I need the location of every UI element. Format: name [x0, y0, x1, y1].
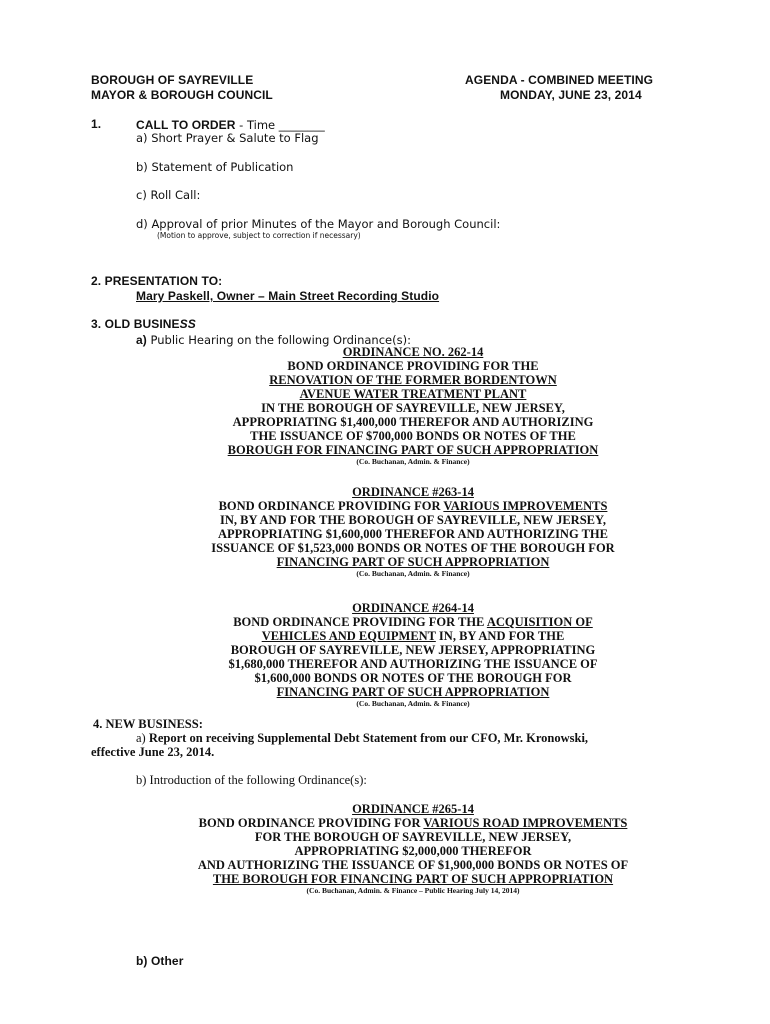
ordinance-264-line5: $1,600,000 BONDS OR NOTES OF THE BOROUGH FOR	[254, 671, 572, 685]
ordinance-262-title: ORDINANCE NO. 262-14	[342, 345, 484, 359]
report-effective: effective June 23, 2014.	[91, 745, 215, 759]
presentation-title: 2. PRESENTATION TO:	[91, 274, 223, 288]
report-label: a)	[136, 731, 149, 745]
ordinance-265-title: ORDINANCE #265-14	[352, 802, 474, 816]
ordinance-262	[85, 345, 741, 466]
item-minutes: d) Approval of prior Minutes of the Mayor and Borough Council:	[136, 217, 501, 231]
ordinance-263-line2: IN, BY AND FOR THE BOROUGH OF SAYREVILLE, NEW JERSEY,	[220, 513, 606, 527]
ordinance-265-line1	[85, 816, 741, 830]
other-item: b) Other	[136, 954, 184, 968]
introduction-line: b) Introduction of the following Ordinance(s):	[136, 773, 367, 787]
ordinance-264-line1-subject: ACQUISITION OF	[486, 615, 593, 629]
public-hearing-label: a)	[136, 333, 147, 347]
ordinance-263	[85, 485, 741, 578]
ordinance-262-line3: AVENUE WATER TREATMENT PLANT	[299, 387, 527, 401]
ordinance-263-line1	[85, 499, 741, 513]
ordinance-263-line1-subject: VARIOUS IMPROVEMENTS	[443, 499, 608, 513]
ordinance-264-line2	[85, 629, 741, 643]
ordinance-262-line1: BOND ORDINANCE PROVIDING FOR THE	[287, 359, 539, 373]
old-business-title-main: 3. OLD BUSINE	[91, 317, 180, 331]
old-business-title	[91, 317, 196, 331]
meeting-date: MONDAY, JUNE 23, 2014	[500, 88, 642, 102]
ordinance-264-line2-subject: VEHICLES AND EQUIPMENT	[261, 629, 436, 643]
ordinance-264-line6: FINANCING PART OF SUCH APPROPRIATION	[276, 685, 550, 699]
ordinance-263-sponsor: (Co. Buchanan, Admin. & Finance)	[356, 569, 470, 578]
public-hearing-text: Public Hearing on the following Ordinance(s):	[146, 333, 411, 347]
call-to-order-time: - Time ________	[235, 118, 325, 132]
item-prayer: a) Short Prayer & Salute to Flag	[136, 131, 319, 145]
report-line	[136, 731, 588, 746]
ordinance-262-line6: THE ISSUANCE OF $700,000 BONDS OR NOTES OF THE	[250, 429, 576, 443]
ordinance-265-sponsor: (Co. Buchanan, Admin. & Finance – Public Hearing July 14, 2014)	[306, 886, 520, 895]
minutes-note: (Motion to approve, subject to correction if necessary)	[157, 231, 361, 240]
ordinance-265-line1-subject: VARIOUS ROAD IMPROVEMENTS	[423, 816, 628, 830]
ordinance-263-title: ORDINANCE #263-14	[352, 485, 474, 499]
ordinance-262-line2: RENOVATION OF THE FORMER BORDENTOWN	[269, 373, 557, 387]
ordinance-264-line4: $1,680,000 THEREFOR AND AUTHORIZING THE ISSUANCE OF	[228, 657, 598, 671]
borough-name: BOROUGH OF SAYREVILLE	[91, 73, 254, 87]
ordinance-264-sponsor: (Co. Buchanan, Admin. & Finance)	[356, 699, 470, 708]
ordinance-265-line4: AND AUTHORIZING THE ISSUANCE OF $1,900,000 BONDS OR NOTES OF	[197, 858, 629, 872]
ordinance-265-line3: APPROPRIATING $2,000,000 THEREFOR	[294, 844, 532, 858]
ordinance-262-line7: BOROUGH FOR FINANCING PART OF SUCH APPROPRIATION	[227, 443, 599, 457]
ordinance-262-line5: APPROPRIATING $1,400,000 THEREFOR AND AUTHORIZING	[232, 415, 594, 429]
ordinance-265	[85, 802, 741, 895]
ordinance-262-sponsor: (Co. Buchanan, Admin. & Finance)	[356, 457, 470, 466]
ordinance-265-line5: THE BOROUGH FOR FINANCING PART OF SUCH APPROPRIATION	[212, 872, 614, 886]
presentation-name: Mary Paskell, Owner – Main Street Recording Studio	[136, 289, 440, 303]
ordinance-264-line1	[85, 615, 741, 629]
new-business-title: 4. NEW BUSINESS:	[93, 717, 203, 731]
council-name: MAYOR & BOROUGH COUNCIL	[91, 88, 273, 102]
ordinance-263-line5: FINANCING PART OF SUCH APPROPRIATION	[276, 555, 550, 569]
meeting-type: AGENDA - COMBINED MEETING	[465, 73, 654, 87]
ordinance-265-line2: FOR THE BOROUGH OF SAYREVILLE, NEW JERSEY,	[254, 830, 572, 844]
section-1-number: 1.	[91, 117, 102, 131]
ordinance-264-line3: BOROUGH OF SAYREVILLE, NEW JERSEY, APPROPRIATING	[230, 643, 596, 657]
item-roll-call: c) Roll Call:	[136, 188, 201, 202]
old-business-title-end: SS	[179, 317, 196, 331]
ordinance-264-line2-main: IN, BY AND FOR THE	[435, 629, 565, 643]
ordinance-265-line1-main: BOND ORDINANCE PROVIDING FOR	[198, 816, 424, 830]
ordinance-264	[85, 601, 741, 708]
report-text: Report on receiving Supplemental Debt Statement from our CFO, Mr. Kronowski,	[148, 731, 589, 745]
ordinance-264-title: ORDINANCE #264-14	[352, 601, 474, 615]
ordinance-262-line4: IN THE BOROUGH OF SAYREVILLE, NEW JERSEY,	[261, 401, 565, 415]
ordinance-263-line3: APPROPRIATING $1,600,000 THEREFOR AND AUTHORIZING THE	[218, 527, 608, 541]
ordinance-263-line4: ISSUANCE OF $1,523,000 BONDS OR NOTES OF THE BOROUGH FOR	[211, 541, 615, 555]
call-to-order-title: CALL TO ORDER	[136, 118, 236, 132]
ordinance-264-line1-main: BOND ORDINANCE PROVIDING FOR THE	[233, 615, 487, 629]
item-publication: b) Statement of Publication	[136, 160, 294, 174]
ordinance-263-line1-main: BOND ORDINANCE PROVIDING FOR	[218, 499, 444, 513]
